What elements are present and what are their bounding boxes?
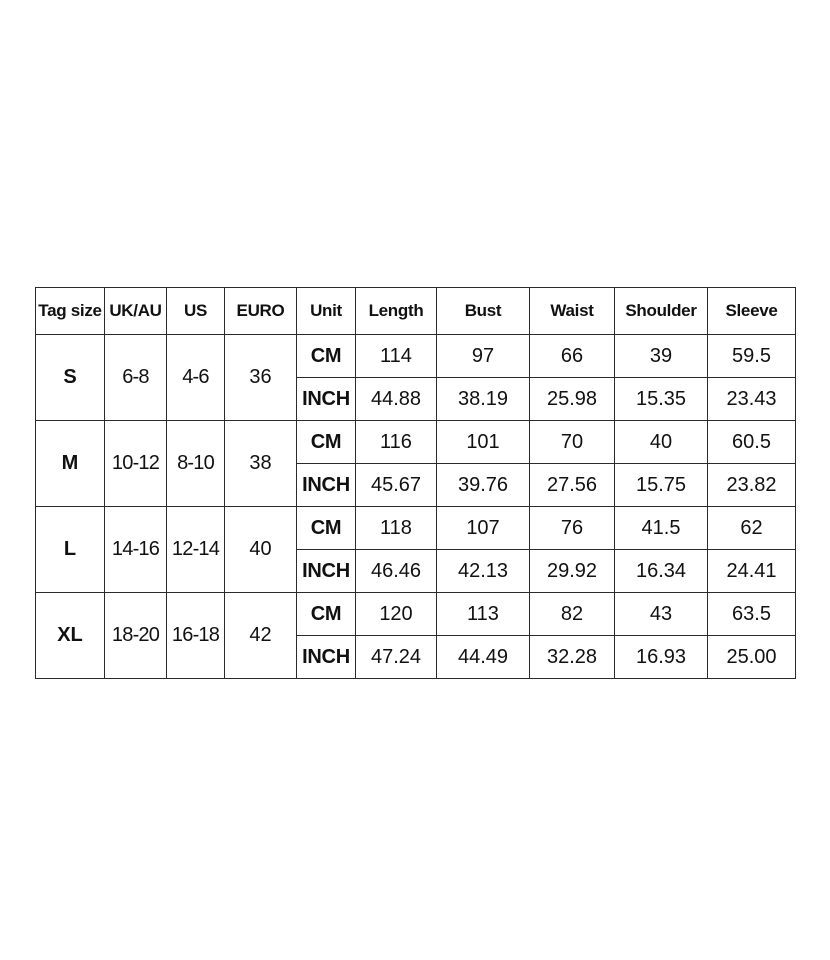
waist-value-cell: 25.98 (530, 378, 615, 421)
sleeve-value-cell: 60.5 (708, 421, 796, 464)
waist-value-cell: 27.56 (530, 464, 615, 507)
table-row (36, 593, 796, 636)
table-row (36, 507, 796, 550)
size-tag-cell: XL (36, 593, 105, 679)
us-cell: 4-6 (167, 335, 225, 421)
euro-cell: 36 (225, 335, 297, 421)
shoulder-value-cell: 16.93 (615, 636, 708, 679)
uk-au-cell: 6-8 (105, 335, 167, 421)
uk-au-cell: 18-20 (105, 593, 167, 679)
header-tag-size: Tag size (36, 288, 105, 335)
waist-value-cell: 29.92 (530, 550, 615, 593)
shoulder-value-cell: 15.75 (615, 464, 708, 507)
length-value-cell: 44.88 (356, 378, 437, 421)
length-value-cell: 116 (356, 421, 437, 464)
waist-value-cell: 32.28 (530, 636, 615, 679)
header-waist: Waist (530, 288, 615, 335)
waist-value-cell: 76 (530, 507, 615, 550)
bust-value-cell: 44.49 (437, 636, 530, 679)
sleeve-value-cell: 23.43 (708, 378, 796, 421)
header-shoulder: Shoulder (615, 288, 708, 335)
unit-cell: CM (297, 593, 356, 636)
shoulder-value-cell: 43 (615, 593, 708, 636)
uk-au-cell: 14-16 (105, 507, 167, 593)
table-row (36, 335, 796, 378)
sleeve-value-cell: 23.82 (708, 464, 796, 507)
length-value-cell: 118 (356, 507, 437, 550)
shoulder-value-cell: 41.5 (615, 507, 708, 550)
length-value-cell: 45.67 (356, 464, 437, 507)
us-cell: 16-18 (167, 593, 225, 679)
unit-cell: INCH (297, 636, 356, 679)
header-unit: Unit (297, 288, 356, 335)
length-value-cell: 114 (356, 335, 437, 378)
header-uk-au: UK/AU (105, 288, 167, 335)
us-cell: 12-14 (167, 507, 225, 593)
euro-cell: 42 (225, 593, 297, 679)
shoulder-value-cell: 16.34 (615, 550, 708, 593)
header-length: Length (356, 288, 437, 335)
euro-cell: 40 (225, 507, 297, 593)
unit-cell: INCH (297, 378, 356, 421)
shoulder-value-cell: 15.35 (615, 378, 708, 421)
sleeve-value-cell: 59.5 (708, 335, 796, 378)
shoulder-value-cell: 39 (615, 335, 708, 378)
unit-cell: INCH (297, 550, 356, 593)
header-sleeve: Sleeve (708, 288, 796, 335)
bust-value-cell: 113 (437, 593, 530, 636)
length-value-cell: 46.46 (356, 550, 437, 593)
euro-cell: 38 (225, 421, 297, 507)
size-table-body (36, 335, 796, 679)
uk-au-cell: 10-12 (105, 421, 167, 507)
sleeve-value-cell: 25.00 (708, 636, 796, 679)
size-tag-cell: M (36, 421, 105, 507)
size-tag-cell: L (36, 507, 105, 593)
unit-cell: CM (297, 507, 356, 550)
unit-cell: CM (297, 335, 356, 378)
table-row (36, 421, 796, 464)
bust-value-cell: 42.13 (437, 550, 530, 593)
sleeve-value-cell: 62 (708, 507, 796, 550)
header-row (36, 288, 796, 335)
unit-cell: INCH (297, 464, 356, 507)
us-cell: 8-10 (167, 421, 225, 507)
bust-value-cell: 107 (437, 507, 530, 550)
header-euro: EURO (225, 288, 297, 335)
length-value-cell: 120 (356, 593, 437, 636)
waist-value-cell: 70 (530, 421, 615, 464)
size-chart-table (35, 287, 796, 679)
bust-value-cell: 39.76 (437, 464, 530, 507)
shoulder-value-cell: 40 (615, 421, 708, 464)
bust-value-cell: 38.19 (437, 378, 530, 421)
waist-value-cell: 66 (530, 335, 615, 378)
sleeve-value-cell: 63.5 (708, 593, 796, 636)
length-value-cell: 47.24 (356, 636, 437, 679)
size-tag-cell: S (36, 335, 105, 421)
waist-value-cell: 82 (530, 593, 615, 636)
sleeve-value-cell: 24.41 (708, 550, 796, 593)
bust-value-cell: 97 (437, 335, 530, 378)
header-us: US (167, 288, 225, 335)
bust-value-cell: 101 (437, 421, 530, 464)
header-bust: Bust (437, 288, 530, 335)
unit-cell: CM (297, 421, 356, 464)
